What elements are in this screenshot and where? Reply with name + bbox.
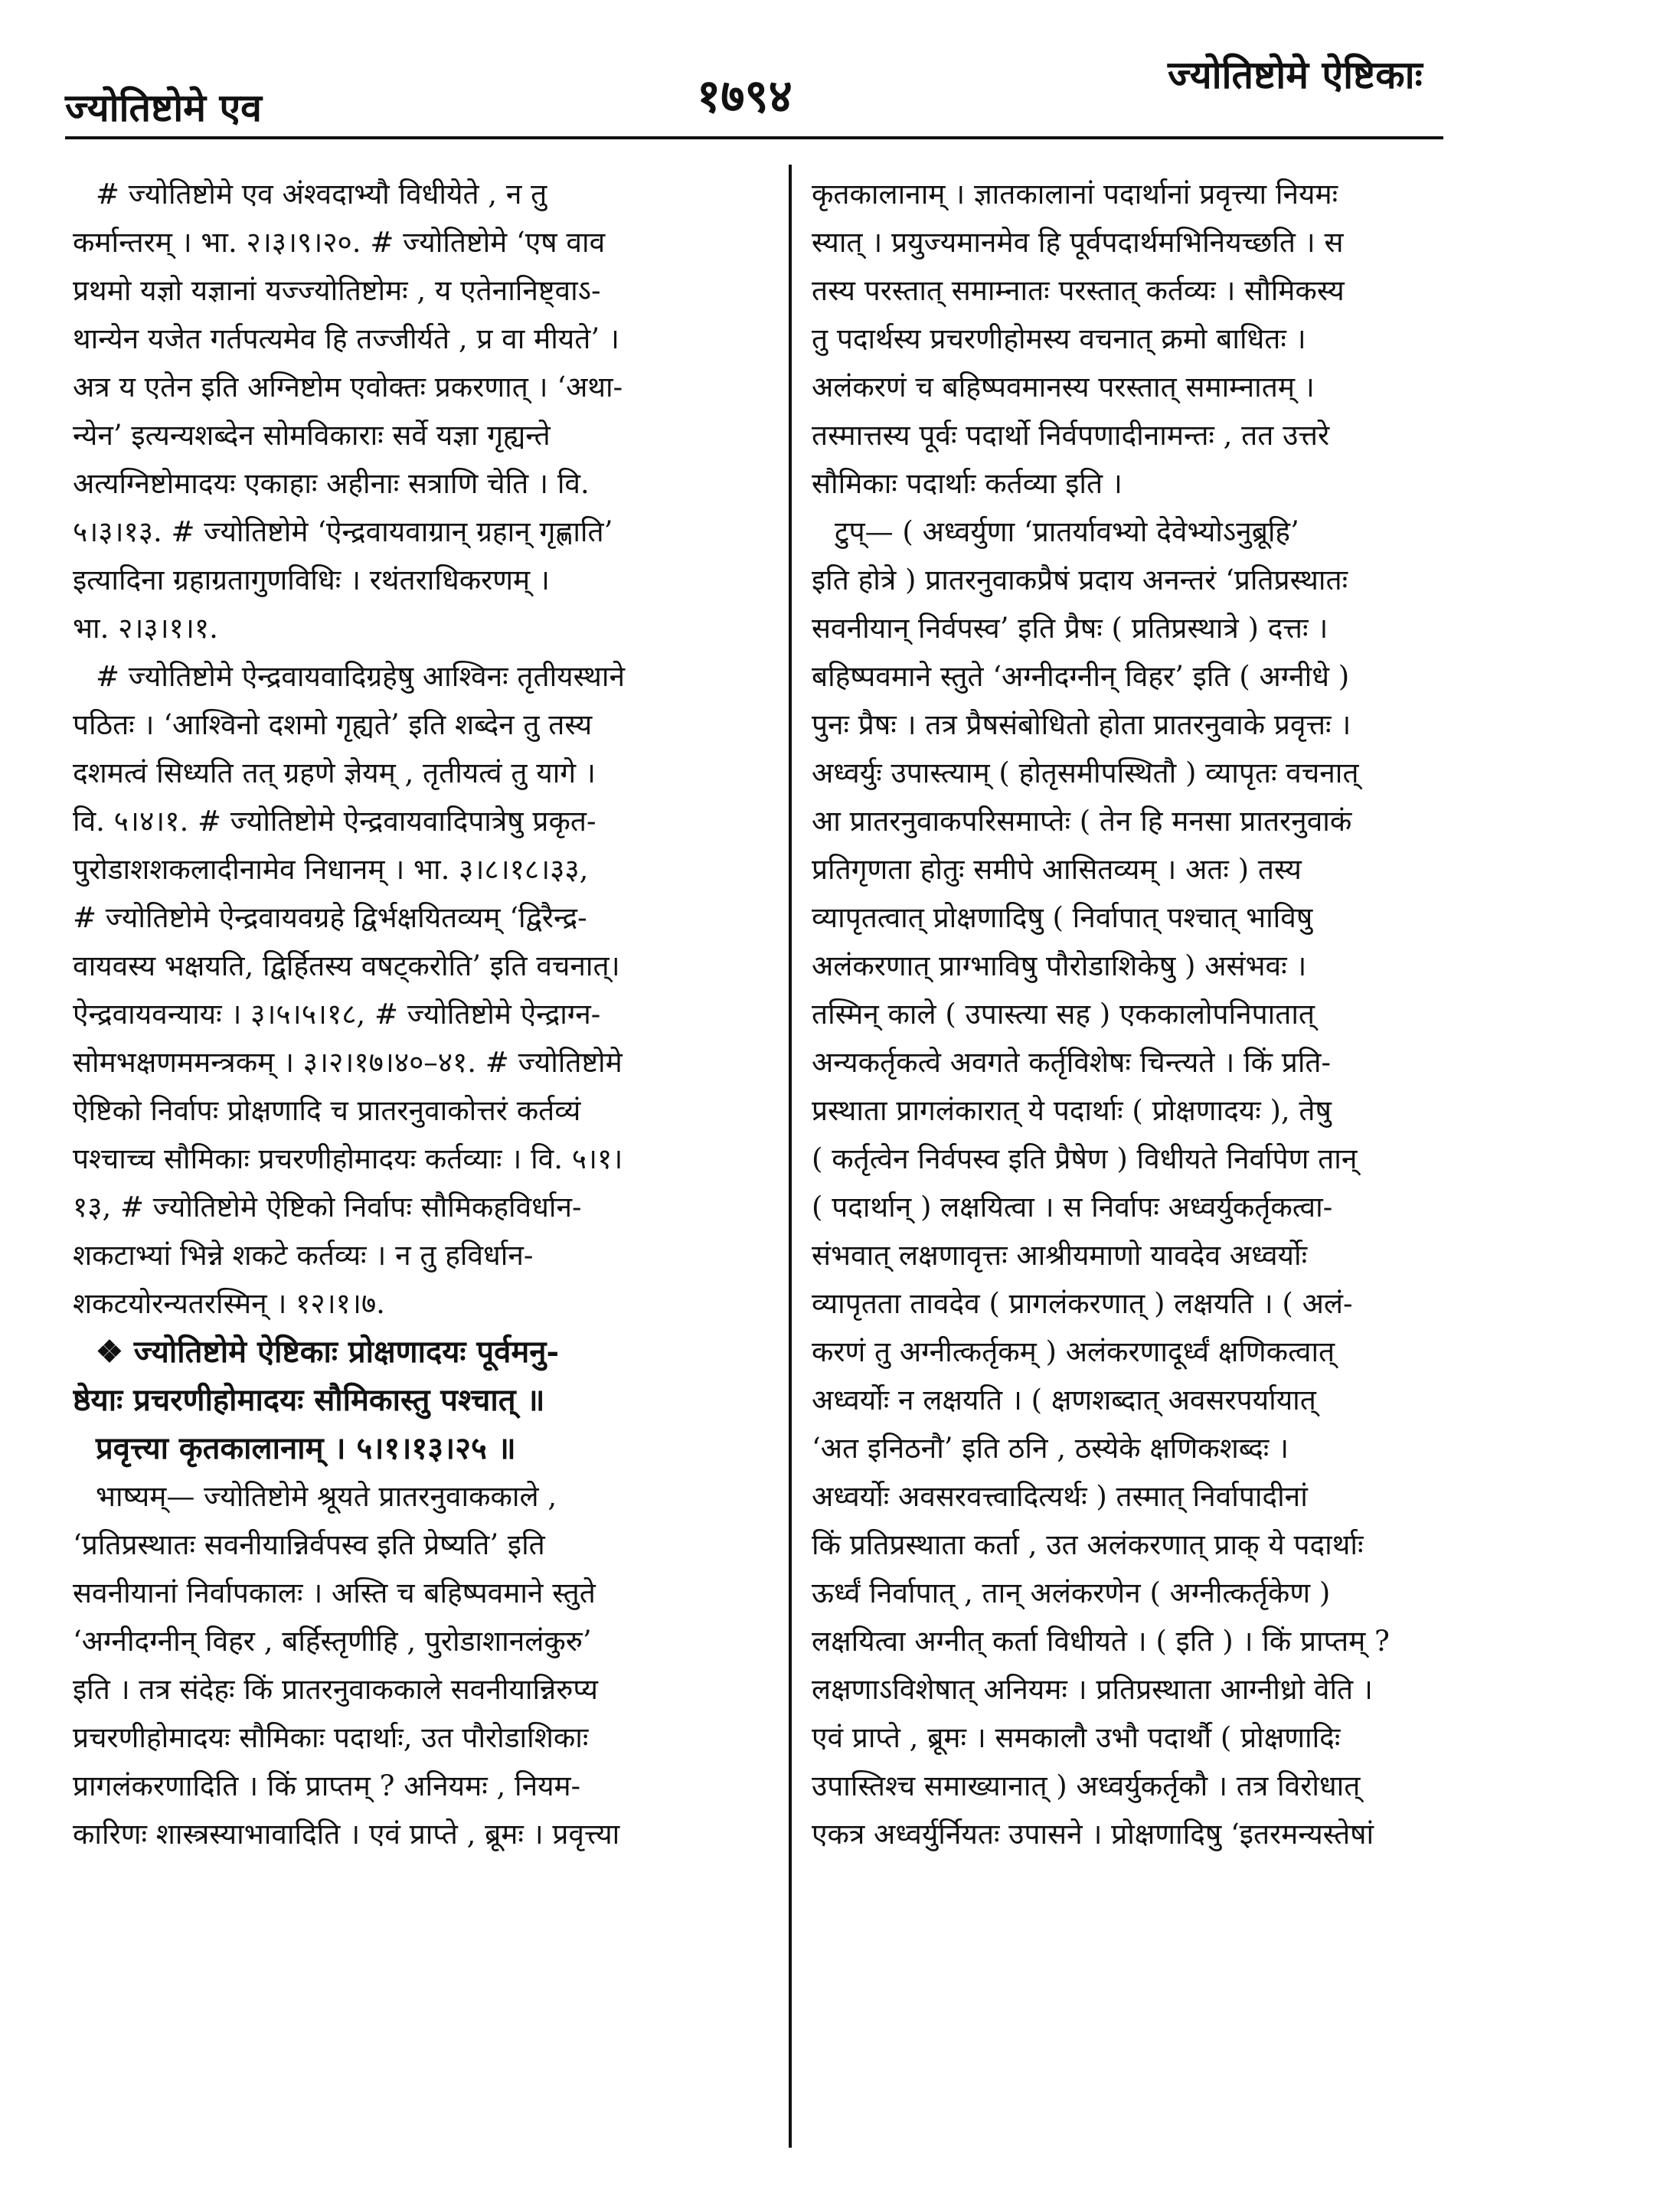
running-header-left: ज्योतिष्टोमे एव [65, 85, 262, 130]
text-line: पुरोडाशशकलादीनामेव निधानम् । भा. ३।८।१८।३३, [73, 853, 589, 886]
text-line: ऐन्द्रवायवन्यायः । ३।५।५।१८, # ज्योतिष्टोमे ऐन्द्राग्न- [73, 998, 601, 1031]
text-line: अत्यग्निष्टोमादयः एकाहाः अहीनाः सत्राणि चेति । वि. [73, 467, 590, 500]
text-line: कारिणः शास्त्रस्याभावादिति । एवं प्राप्ते , ब्रूमः । प्रवृत्त्या [73, 1818, 620, 1851]
text-line: एकत्र अध्वर्युर्नियतः उपासने । प्रोक्षणादिषु ‘इतरमन्यस्तेषां [812, 1818, 1374, 1851]
text-line: इति । तत्र संदेहः किं प्रातरनुवाककाले सवनीयान्निरुप्य [73, 1673, 598, 1706]
text-line: तस्मात्तस्य पूर्वः पदार्थो निर्वपणादीनामन्तः , तत उत्तरे [812, 419, 1330, 452]
text-line: ‘अत इनिठनौ’ इति ठनि , ठस्येके क्षणिकशब्दः । [812, 1432, 1289, 1465]
text-line: # ज्योतिष्टोमे ऐन्द्रवायवग्रहे द्विर्भक्षयितव्यम् ‘द्विरैन्द्र- [73, 901, 587, 934]
text-line: स्यात् । प्रयुज्यमानमेव हि पूर्वपदार्थमभिनियच्छति । स [812, 226, 1344, 259]
text-line: अध्वर्योः न लक्षयति । ( क्षणशब्दात् अवसरपर्यायात् [812, 1384, 1316, 1416]
text-line: अन्यकर्तृकत्वे अवगते कर्तृविशेषः चिन्त्यते । किं प्रति- [812, 1046, 1331, 1079]
text-line: ऊर्ध्वं निर्वापात् , तान् अलंकरणेन ( अग्नीत्कर्तृकेण ) [812, 1576, 1331, 1609]
text-line: न्येन’ इत्यन्यशब्देन सोमविकाराः सर्वे यज्ञा गृह्यन्ते [73, 419, 551, 452]
text-line: प्रथमो यज्ञो यज्ञानां यज्ज्योतिष्टोमः , य एतेनानिष्ट्वाऽ- [73, 274, 601, 307]
text-line: वायवस्य भक्षयति, द्विर्हितस्य वषट्करोति’ इति वचनात्। [73, 949, 620, 982]
text-line: सोमभक्षणममन्त्रकम् । ३।२।१७।४०–४१. # ज्योतिष्टोमे [73, 1046, 623, 1079]
text-line: शकटयोरन्यतरस्मिन् । १२।१।७. [73, 1287, 385, 1320]
text-line: प्रस्थाता प्रागलंकारात् ये पदार्थाः ( प्रोक्षणादयः ), तेषु [812, 1094, 1332, 1127]
text-line: टुप्— ( अध्वर्युणा ‘प्रातर्यावभ्यो देवेभ्योऽनुब्रूहि’ [835, 515, 1299, 548]
text-line: ‘प्रतिप्रस्थातः सवनीयान्निर्वपस्व इति प्रेष्यति’ इति [73, 1528, 545, 1561]
left-column [73, 170, 770, 1858]
right-column [812, 170, 1493, 1858]
text-line: पश्चाच्च सौमिकाः प्रचरणीहोमादयः कर्तव्याः । वि. ५।१। [73, 1142, 623, 1175]
text-line: थान्येन यजेत गर्तपत्यमेव हि तज्जीर्यते , प्र वा मीयते’ । [73, 322, 619, 355]
text-line: सौमिकाः पदार्थाः कर्तव्या इति । [812, 467, 1123, 500]
text-line: ‘अग्नीदग्नीन् विहर , बर्हिस्तृणीहि , पुरोडाशानलंकुरु’ [73, 1625, 592, 1658]
text-line: अलंकरणं च बहिष्पवमानस्य परस्तात् समाम्नातम् । [812, 371, 1315, 404]
text-line: इति होत्रे ) प्रातरनुवाकप्रैषं प्रदाय अनन्तरं ‘प्रतिप्रस्थातः [812, 564, 1348, 596]
text-line: आ प्रातरनुवाकपरिसमाप्तेः ( तेन हि मनसा प्रातरनुवाकं [812, 805, 1352, 838]
text-line: तस्मिन् काले ( उपास्त्या सह ) एककालोपनिपातात् [812, 998, 1315, 1031]
text-line: अध्वर्युः उपास्त्याम् ( होतृसमीपस्थितौ ) व्यापृतः वचनात् [812, 756, 1359, 789]
text-line: किं प्रतिप्रस्थाता कर्ता , उत अलंकरणात् प्राक् ये पदार्थाः [812, 1528, 1364, 1561]
text-line: अलंकरणात् प्राग्भाविषु पौरोडाशिकेषु ) असंभवः । [812, 949, 1307, 982]
text-line: उपास्तिश्च समाख्यानात् ) अध्वर्युकर्तृकौ । तत्र विरोधात् [812, 1769, 1361, 1802]
text-line: भा. २।३।१।१. [73, 612, 218, 645]
text-line: तस्य परस्तात् समाम्नातः परस्तात् कर्तव्यः । सौमिकस्य [812, 274, 1345, 307]
text-line: # ज्योतिष्टोमे ऐन्द्रवायवादिग्रहेषु आश्विनः तृतीयस्थाने [96, 660, 626, 693]
text-line: शकटाभ्यां भिन्ने शकटे कर्तव्यः । न तु हविर्धान- [73, 1239, 534, 1272]
text-line: भाष्यम्— ज्योतिष्टोमे श्रूयते प्रातरनुवाककाले , [96, 1480, 557, 1513]
text-line: संभवात् लक्षणावृत्तः आश्रीयमाणो यावदेव अध्वर्योः [812, 1239, 1308, 1272]
running-header-right: ज्योतिष्टोमे ऐष्टिकाः [1168, 52, 1423, 97]
text-line: लक्षणाऽविशेषात् अनियमः । प्रतिप्रस्थाता आग्नीध्रो वेति । [812, 1673, 1373, 1706]
text-line: करणं तु अग्नीत्कर्तृकम् ) अलंकरणादूर्ध्वं क्षणिकत्वात् [812, 1335, 1335, 1368]
text-line: पुनः प्रैषः । तत्र प्रैषसंबोधितो होता प्रातरनुवाके प्रवृत्तः । [812, 708, 1351, 741]
text-line: ( कर्तृत्वेन निर्वपस्व इति प्रैषेण ) विधीयते निर्वापेण तान् [812, 1142, 1358, 1175]
text-line: व्यापृतत्वात् प्रोक्षणादिषु ( निर्वापात् पश्चात् भाविषु [812, 901, 1313, 934]
sutra-line: ❖ ज्योतिष्टोमे ऐष्टिकाः प्रोक्षणादयः पूर्वमनु- [96, 1334, 560, 1370]
text-line: प्रचरणीहोमादयः सौमिकाः पदार्थाः, उत पौरोडाशिकाः [73, 1721, 589, 1754]
column-divider [789, 165, 792, 2148]
sutra-line: प्रवृत्त्या कृतकालानाम् । ५।१।१३।२५ ॥ [96, 1430, 516, 1466]
text-line: कर्मान्तरम् । भा. २।३।९।२०. # ज्योतिष्टोमे ‘एष वाव [73, 226, 606, 259]
text-line: प्रतिगृणता होतुः समीपे आसितव्यम् । अतः ) तस्य [812, 853, 1302, 886]
text-line: तु पदार्थस्य प्रचरणीहोमस्य वचनात् क्रमो बाधितः । [812, 322, 1306, 355]
text-line: कृतकालानाम् । ज्ञातकालानां पदार्थानां प्रवृत्त्या नियमः [812, 178, 1338, 211]
text-line: १३, # ज्योतिष्टोमे ऐष्टिको निर्वापः सौमिकहविर्धान- [73, 1191, 582, 1224]
text-line: वि. ५।४।१. # ज्योतिष्टोमे ऐन्द्रवायवादिपात्रेषु प्रकृत- [73, 805, 596, 838]
text-line: सवनीयानां निर्वापकालः । अस्ति च बहिष्पवमाने स्तुते [73, 1576, 596, 1609]
text-line: ५।३।१३. # ज्योतिष्टोमे ‘ऐन्द्रवायवाग्रान् ग्रहान् गृह्णाति’ [73, 515, 613, 548]
text-line: दशमत्वं सिध्यति तत् ग्रहणे ज्ञेयम् , तृतीयत्वं तु यागे । [73, 756, 596, 789]
text-line: एवं प्राप्ते , ब्रूमः । समकालौ उभौ पदार्थौ ( प्रोक्षणादिः [812, 1721, 1341, 1754]
text-line: सवनीयान् निर्वपस्व’ इति प्रैषः ( प्रतिप्रस्थात्रे ) दत्तः । [812, 612, 1328, 645]
page-number: १७९४ [697, 70, 793, 123]
text-line: प्रागलंकरणादिति । किं प्राप्तम् ? अनियमः , नियम- [73, 1769, 581, 1802]
text-line: ऐष्टिको निर्वापः प्रोक्षणादि च प्रातरनुवाकोत्तरं कर्तव्यं [73, 1094, 581, 1127]
sutra-line: ष्ठेयाः प्रचरणीहोमादयः सौमिकास्तु पश्चात् ॥ [73, 1382, 545, 1418]
text-line: पठितः । ‘आश्विनो दशमो गृह्यते’ इति शब्देन तु तस्य [73, 708, 593, 741]
text-line: ( पदार्थान् ) लक्षयित्वा । स निर्वापः अध्वर्युकर्तृकत्वा- [812, 1191, 1333, 1224]
text-line: लक्षयित्वा अग्नीत् कर्ता विधीयते । ( इति ) । किं प्राप्तम् ? [812, 1625, 1390, 1658]
text-line: # ज्योतिष्टोमे एव अंश्वदाभ्यौ विधीयेते , न तु [96, 178, 547, 211]
text-line: अत्र य एतेन इति अग्निष्टोम एवोक्तः प्रकरणात् । ‘अथा- [73, 371, 623, 404]
text-line: बहिष्पवमाने स्तुते ‘अग्नीदग्नीन् विहर’ इति ( अग्नीधे ) [812, 660, 1350, 693]
text-line: इत्यादिना ग्रहाग्रतागुणविधिः । रथंतराधिकरणम् । [73, 564, 550, 596]
text-line: अध्वर्योः अवसरवत्त्वादित्यर्थः ) तस्मात् निर्वापादीनां [812, 1480, 1308, 1513]
text-line: व्यापृतता तावदेव ( प्रागलंकरणात् ) लक्षयति । ( अलं- [812, 1287, 1353, 1320]
header-rule [65, 136, 1443, 139]
